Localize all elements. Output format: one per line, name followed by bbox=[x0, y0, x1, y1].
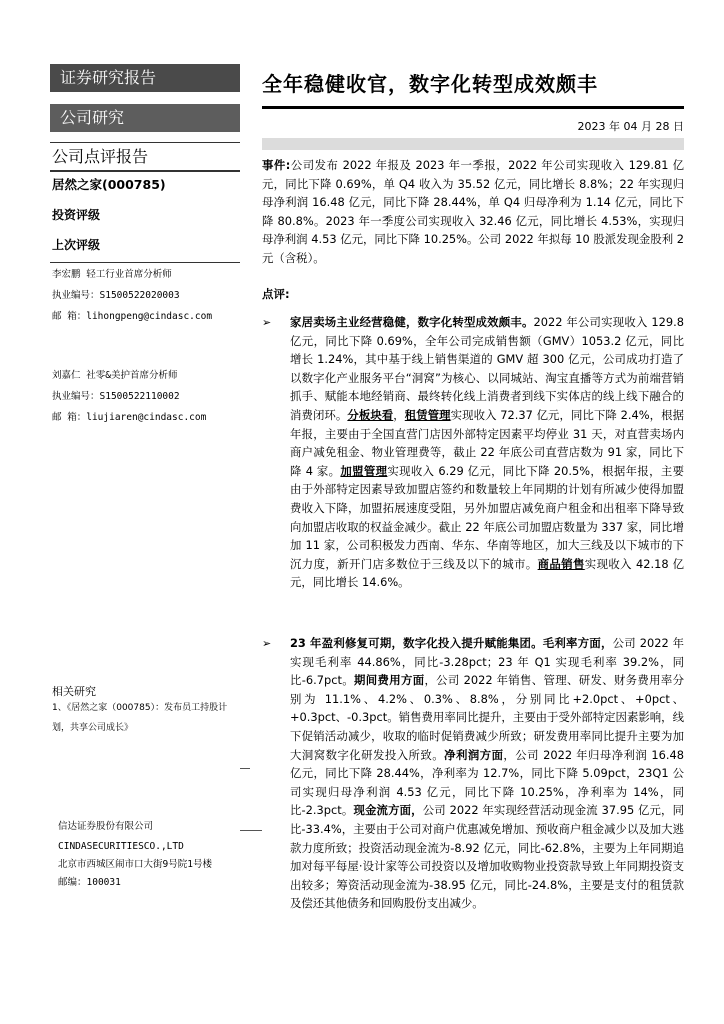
p1-text-3: 实现收入 6.29 亿元，同比下降 20.5%，根据年报，主要由于外部特定因素导致加盟店签约和数量较上年同期的计划有所减少使得加盟费收入下降，加盟拓展速度受阻，另外加盟店减免商户租金和出租率下降导致向加盟店收取的权益金减少。截止 22 年底公司加盟店数量为 337 家，同比增加 11 家，公司积极发力西南、华东、华南等地区，加大三线及以下城市的下沉力度，新开门店多数位于三线及以下的城市。 bbox=[290, 463, 684, 571]
p2-heading: 23 年盈利修复可期，数字化投入提升赋能集团。 bbox=[290, 636, 543, 650]
p2-text-3: ，公司 2022 年归母净利润 16.48 亿元，同比下降 28.44%，净利率为 12.7%，同比下降 5.09pct，23Q1 公司实现归母净利润 4.53 亿元，同比下降 10.25%，净利率为 14%，同比-2.3pct。 bbox=[290, 747, 684, 818]
analyst-1-email[interactable]: 邮 箱：lihongpeng@cindasc.com bbox=[52, 311, 213, 322]
p2-text-2: ，公司 2022 年销售、管理、研发、财务费用率分别为 11.1%、4.2%、0.3%、8.8%，分别同比+2.0pct、+0pct、+0.3pct、-0.3pct。销售费用率同比提升，主要由于受外部特定因素影响，线下促销活动减少，收取的临时促销费减少所致；研发费用率同比提升主要为加大洞窝数字化研发投入所致。 bbox=[290, 673, 684, 762]
p2-text-4: 公司 2022 年实现经营活动现金流 37.95 亿元，同比-33.4%，主要由于公司对商户优惠减免增加、预收商户租金减少以及加大逃款力度所致；投资活动现金流为-8.92 亿元，同比-62.8%，主要为上年同期追加对每平每屋·设计家等公司投资以及增加收购物业投资款导致上年同期投资支出较多；筹资活动现金流为-38.95 亿元，同比-24.8%，主要是支付的租赁款及偿还其他债务和回购股份支出减少。 bbox=[290, 803, 684, 911]
p1-separator: ， bbox=[393, 407, 405, 422]
analyst-2-license: 执业编号：S1500522110002 bbox=[52, 391, 180, 402]
title-underline bbox=[262, 106, 684, 109]
p1-heading: 家居卖场主业经营稳健，数字化转型成效颇丰。 bbox=[290, 315, 534, 329]
margin-tick bbox=[240, 768, 250, 769]
sidebar-divider bbox=[50, 142, 240, 143]
p1-text-2: 实现收入 72.37 亿元，同比下降 2.4%，根据年报，主要由于全国直营门店因外部特定因素平均停业 31 天，对直营卖场内商户减免租金、物业管理费等，截止 22 年底公司直营店数为 91 家，同比下降 4 家。 bbox=[290, 407, 684, 478]
analyst-1-name: 李宏鹏 轻工行业首席分析师 bbox=[52, 269, 172, 280]
company-address: 北京市西城区闹市口大街9号院1号楼 bbox=[58, 859, 212, 870]
research-type-header: 公司研究 bbox=[50, 104, 240, 132]
company-name-cn: 信达证券股份有限公司 bbox=[58, 821, 154, 832]
report-subtype-label: 公司点评报告 bbox=[52, 147, 149, 166]
header-band bbox=[262, 138, 684, 150]
p1-keyword-lease: 租赁管理 bbox=[404, 407, 451, 422]
analyst-1-license: 执业编号：S1500522020003 bbox=[52, 290, 180, 301]
p2-keyword-cashflow: 现金流方面， bbox=[353, 803, 423, 818]
event-paragraph bbox=[262, 156, 684, 268]
bullet-arrow-icon: ➢ bbox=[262, 316, 272, 329]
margin-tick bbox=[240, 830, 262, 831]
company-postcode: 邮编：100031 bbox=[58, 877, 121, 888]
comment-paragraph-2 bbox=[290, 634, 684, 913]
page-title: 全年稳健收官，数字化转型成效颇丰 bbox=[262, 72, 598, 96]
comment-paragraph-1 bbox=[290, 313, 684, 592]
sidebar-divider bbox=[50, 262, 240, 263]
stock-name: 居然之家(000785) bbox=[52, 177, 166, 192]
p2-text-1: 公司 2022 年实现毛利率 44.86%，同比-3.28pct；23 年 Q1 实现毛利率 39.2%，同比-6.7pct。 bbox=[290, 636, 684, 688]
p2-keyword-expense: 期间费用方面 bbox=[354, 673, 425, 688]
rating-label: 投资评级 bbox=[52, 208, 101, 222]
p2-keyword-margin: 毛利率方面， bbox=[542, 636, 613, 650]
sidebar-divider bbox=[50, 170, 240, 172]
event-label: 事件: bbox=[262, 158, 291, 172]
p1-keyword-sales: 商品销售 bbox=[537, 556, 585, 571]
comment-label: 点评: bbox=[262, 287, 290, 301]
p1-text-1: 2022 年公司实现收入 129.8 亿元，同比下降 0.69%，全年公司完成销售额（GMV）1053.2 亿元，同比增长 1.24%，其中基于线上销售渠道的 GMV 超 300 亿元，公司成功打造了以数字化产业服务平台“洞窝”为核心、以同城站、淘宝直播等方式为前端营销抓手、赋能本地经销商、最终转化线上消费者到线下实体店的线上线下融合的消费闭环。 bbox=[290, 315, 684, 422]
p1-keyword-segment: 分板块看 bbox=[347, 407, 394, 422]
previous-rating-label: 上次评级 bbox=[52, 238, 101, 252]
p1-text-4: 实现收入 42.18 亿元，同比增长 14.6%。 bbox=[290, 556, 684, 590]
event-text: 公司发布 2022 年报及 2023 年一季报，2022 年公司实现收入 129.81 亿元，同比下降 0.69%，单 Q4 收入为 35.52 亿元，同比增长 8.8%；22 年实现归母净利润 16.48 亿元，同比下降 28.44%，单 Q4 归母净利为 1.14 亿元，同比下降 80.8%。2023 年一季度公司实现收入 32.46 亿元，同比增长 4.53%，实现归母净利润 4.53 亿元，同比下降 10.25%。公司 2022 年拟每 10 股派发现金股利 2 元（含税）。 bbox=[262, 158, 684, 265]
p2-keyword-profit: 净利润方面 bbox=[444, 747, 504, 762]
sidebar bbox=[50, 64, 240, 964]
related-research-title: 相关研究 bbox=[52, 685, 96, 698]
p1-keyword-franchise: 加盟管理 bbox=[340, 463, 388, 478]
company-name-en: CINDASECURITIESCO.,LTD bbox=[58, 841, 184, 852]
bullet-arrow-icon: ➢ bbox=[262, 637, 272, 650]
report-type-header: 证券研究报告 bbox=[50, 64, 240, 92]
analyst-2-email[interactable]: 邮 箱：liujiaren@cindasc.com bbox=[52, 412, 207, 423]
analyst-2-name: 刘嘉仁 社零&美护首席分析师 bbox=[52, 370, 178, 381]
related-research-item[interactable]: 1、《居然之家（000785）：发布员工持股计划，共享公司成长》 bbox=[52, 703, 228, 733]
report-date: 2023 年 04 月 28 日 bbox=[577, 120, 684, 133]
